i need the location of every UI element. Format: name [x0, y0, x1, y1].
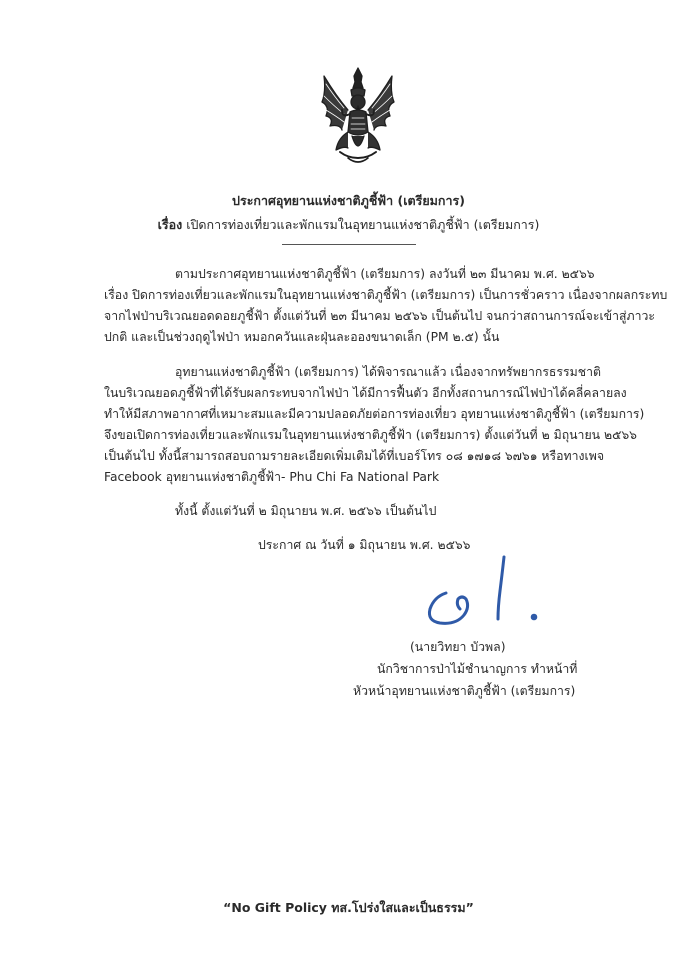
announcement-title: ประกาศอุทยานแห่งชาติภูชี้ฟ้า (เตรียมการ) [232, 193, 465, 208]
paragraph-2-line-4: จึงขอเปิดการท่องเที่ยวและพักแรมในอุทยานแห่งชาติภูชี้ฟ้า (เตรียมการ) ตั้งแต่วันที่ ๒ มิถุนายน ๒๕๖๖ [104, 428, 637, 442]
paragraph-2-line-2: ในบริเวณยอดภูชี้ฟ้าที่ได้รับผลกระทบจากไฟป่า ได้มีการฟื้นตัว อีกทั้งสถานการณ์ไฟป่าได้คลี่คลายลง [104, 386, 627, 400]
paragraph-1-line-4: ปกติ และเป็นช่วงฤดูไฟป่า หมอกควันและฝุ่นละอองขนาดเล็ก (PM ๒.๕) นั้น [104, 330, 500, 344]
dateline: ประกาศ ณ วันที่ ๑ มิถุนายน พ.ศ. ๒๕๖๖ [258, 538, 471, 552]
announcement-subject [0, 215, 697, 235]
subject-label: เรื่อง [157, 217, 183, 232]
subject-text: เปิดการท่องเที่ยวและพักแรมในอุทยานแห่งชาติภูชี้ฟ้า (เตรียมการ) [186, 217, 540, 232]
signatory-name: (นายวิทยา บัวพล) [410, 640, 506, 654]
handwritten-signature [400, 555, 560, 630]
garuda-emblem-icon [318, 66, 398, 168]
no-gift-policy: “No Gift Policy ทส.โปร่งใสและเป็นธรรม” [223, 900, 474, 915]
title-divider [282, 244, 416, 245]
paragraph-2-line-3: ทำให้มีสภาพอากาศที่เหมาะสมและมีความปลอดภัยต่อการท่องเที่ยว อุทยานแห่งชาติภูชี้ฟ้า (เตรียมการ) [104, 407, 645, 421]
effective-date-line: ทั้งนี้ ตั้งแต่วันที่ ๒ มิถุนายน พ.ศ. ๒๕๖๖ เป็นต้นไป [175, 504, 437, 518]
paragraph-1-line-2: เรื่อง ปิดการท่องเที่ยวและพักแรมในอุทยานแห่งชาติภูชี้ฟ้า (เตรียมการ) เป็นการชั่วคราว เนื่องจากผลกระทบ [104, 288, 668, 302]
paragraph-2-line-6: Facebook อุทยานแห่งชาติภูชี้ฟ้า- Phu Chi Fa National Park [104, 470, 440, 484]
paragraph-2-line-1: อุทยานแห่งชาติภูชี้ฟ้า (เตรียมการ) ได้พิจารณาแล้ว เนื่องจากทรัพยากรธรรมชาติ [175, 365, 601, 379]
signatory-role: หัวหน้าอุทยานแห่งชาติภูชี้ฟ้า (เตรียมการ) [353, 684, 576, 698]
paragraph-1-line-3: จากไฟป่าบริเวณยอดดอยภูชี้ฟ้า ตั้งแต่วันที่ ๒๓ มีนาคม ๒๕๖๖ เป็นต้นไป จนกว่าสถานการณ์จะเข้าสู่ภาวะ [104, 309, 655, 323]
paragraph-2-line-5: เป็นต้นไป ทั้งนี้สามารถสอบถามรายละเอียดเพิ่มเติมได้ที่เบอร์โทร ๐๘ ๑๗๑๘ ๖๗๖๑ หรือทางเพจ [104, 449, 605, 463]
paragraph-1-line-1: ตามประกาศอุทยานแห่งชาติภูชี้ฟ้า (เตรียมการ) ลงวันที่ ๒๓ มีนาคม พ.ศ. ๒๕๖๖ [175, 267, 595, 281]
signatory-position: นักวิชาการป่าไม้ชำนาญการ ทำหน้าที่ [377, 662, 578, 676]
